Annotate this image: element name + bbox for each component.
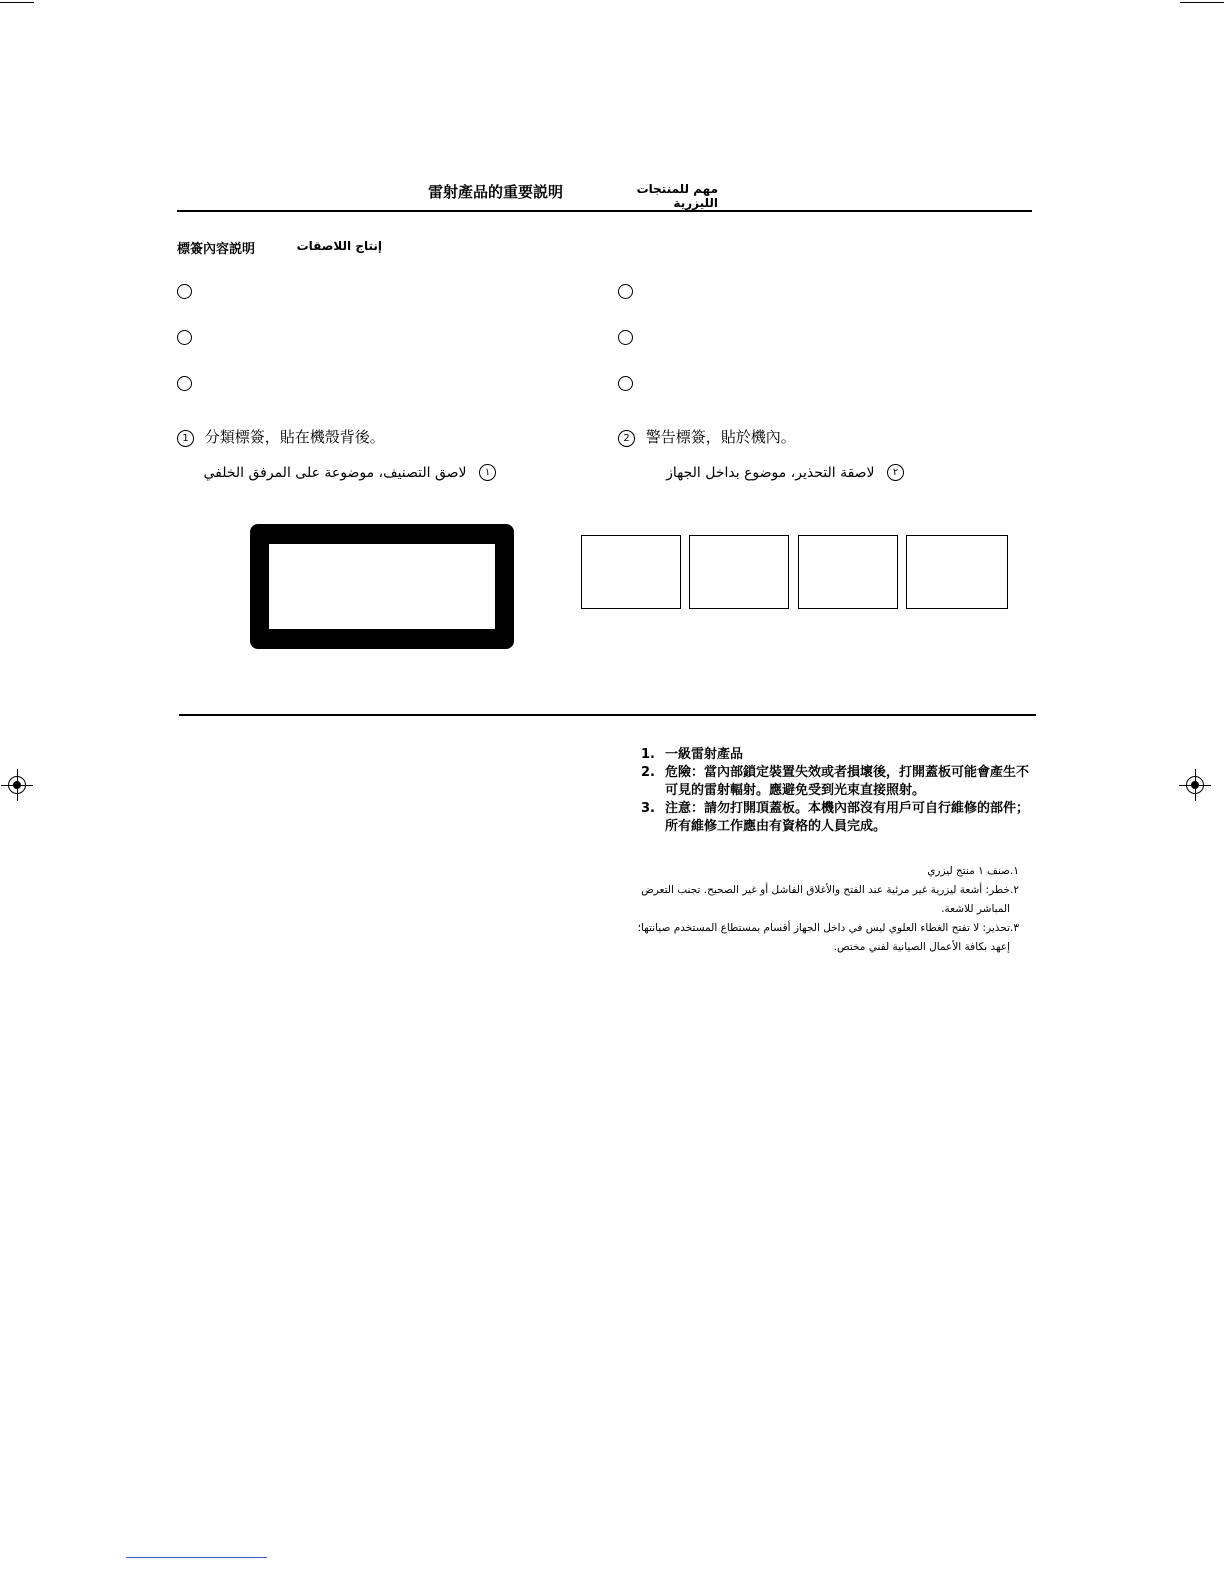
note-ar-item: ٣. تحذير: لا تفتح الغطاء العلوي ليس في داخل الجهاز أقسام بمستطاع المستخدم صيانتها؛ إعهد بكافة الأعمال الصيانية لفني مختص. [637, 922, 1019, 953]
notes-ar [636, 862, 1032, 957]
warning-label-box [689, 535, 789, 609]
label-1-desc-ar: ١ لاصق التصنيف، موضوعة على المرفق الخلفي [180, 464, 496, 481]
marker-circle [618, 330, 633, 345]
classification-label-graphic [250, 524, 514, 649]
label-2-ar-marker: ٢ [887, 464, 904, 481]
registration-dot [13, 781, 21, 789]
label-1-marker: 1 [177, 430, 194, 447]
warning-label-box [581, 535, 681, 609]
registration-mark-left [8, 776, 26, 794]
bottom-mark-line [126, 1557, 267, 1558]
section-title-zh: 標簽內容説明 [177, 242, 256, 257]
section-rule [179, 714, 1036, 716]
note-zh-item: 1. 一級雷射產品 [641, 747, 744, 762]
marker-circle [177, 284, 192, 299]
label-2-marker: 2 [618, 430, 635, 447]
warning-label-box [906, 535, 1008, 609]
marker-circle [618, 376, 633, 391]
crop-mark-top-right [1180, 2, 1224, 3]
marker-circle [618, 284, 633, 299]
page-title-ar: مهم للمنتجات الليزرية [636, 182, 718, 210]
label-2-desc-zh: 2 警告標簽，貼於機內。 [618, 426, 796, 447]
marker-circle [177, 330, 192, 345]
note-ar-item: ١. صنف ١ منتج ليزري [927, 865, 1019, 877]
registration-mark-right [1186, 776, 1204, 794]
note-zh-item: 3. 注意：請勿打開頂蓋板。本機內部沒有用戶可自行維修的部件；所有維修工作應由有資格的人員完成。 [641, 801, 1030, 834]
classification-label-blank [269, 544, 495, 629]
note-ar-item: ٢. خطر: أشعة ليزرية غير مرئية عند الفتح والأغلاق الفاشل أو غير الصحيح. تجنب التعرض المباشر للاشعة. [641, 884, 1019, 915]
section-title-ar: إنتاج اللاصقات [296, 239, 382, 253]
label-1-desc-zh: 1 分類標簽，貼在機殼背後。 [177, 426, 385, 447]
label-1-ar-marker: ١ [479, 464, 496, 481]
page-title-zh: 雷射產品的重要説明 [428, 183, 564, 201]
header-rule [177, 210, 1032, 212]
marker-circle [177, 376, 192, 391]
label-2-desc-ar: ٢ لاصقة التحذير، موضوع بداخل الجهاز [626, 464, 904, 481]
note-zh-item: 2. 危險：當內部鎖定裝置失效或者損壞後，打開蓋板可能會產生不可見的雷射輻射。應避免受到光束直接照射。 [641, 765, 1030, 798]
notes-zh [641, 746, 1041, 836]
crop-mark-top-left [0, 2, 34, 3]
registration-dot [1191, 781, 1199, 789]
warning-label-box [798, 535, 898, 609]
